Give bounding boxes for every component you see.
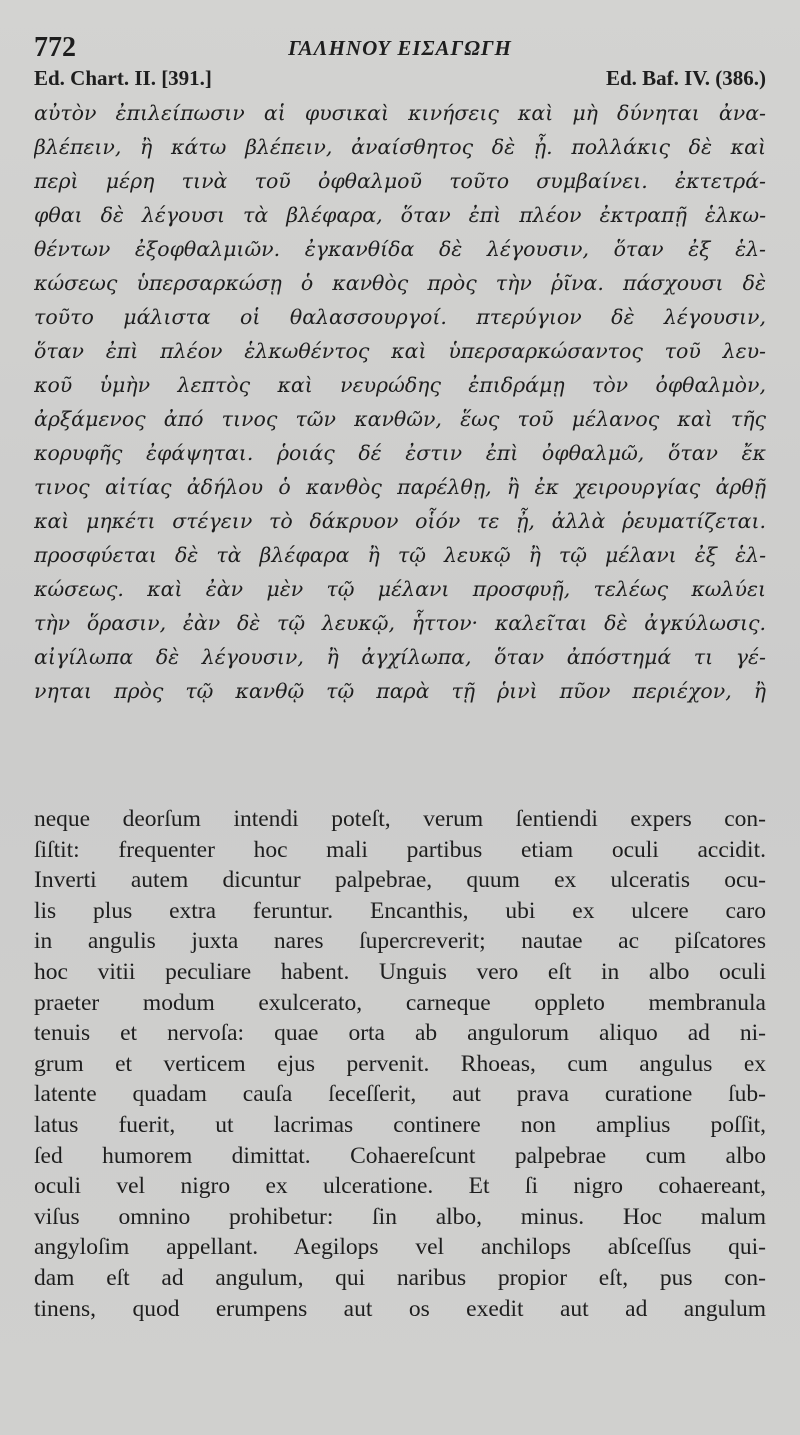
latin-text-line: tenuis et nervoſa: quae orta ab angulorum aliquo ad ni-: [34, 1020, 766, 1047]
greek-text-line: ἀρξάμενος ἀπό τινος τῶν κανθῶν, ἕως τοῦ μέλανος καὶ τῆς: [34, 407, 766, 431]
latin-text-line: angyloſim appellant. Aegilops vel anchilops abſceſſus qui-: [34, 1234, 766, 1261]
edition-line: [34, 66, 766, 92]
latin-text-line: latus fuerit, ut lacrimas continere non amplius poſſit,: [34, 1111, 766, 1138]
latin-text-line: praeter modum exulcerato, carneque oppleto membranula: [34, 989, 766, 1016]
page-number: 772: [34, 32, 76, 63]
greek-text-line: θέντων ἐξοφθαλμιῶν. ἐγκανθίδα δὲ λέγουσιν, ὅταν ἐξ ἑλ-: [34, 237, 766, 261]
latin-text-line: dam eſt ad angulum, qui naribus propior eſt, pus con-: [34, 1264, 766, 1291]
latin-text-line: lis plus extra feruntur. Encanthis, ubi ex ulcere caro: [34, 897, 766, 924]
running-title: ΓΑΛΗΝΟΥ ΕΙΣΑΓΩΓΗ: [288, 36, 512, 60]
edition-basel-reference: Ed. Baf. IV. (386.): [605, 66, 766, 90]
greek-text-line: κώσεως. καὶ ἐὰν μὲν τῷ μέλανι προσφυῇ, τελέως κωλύει: [34, 577, 766, 601]
greek-text-line: ὅταν ἐπὶ πλέον ἑλκωθέντος καὶ ὑπερσαρκώσαντος τοῦ λευ-: [34, 339, 766, 363]
latin-text-line: ſiſtit: frequenter hoc mali partibus etiam oculi accidit.: [34, 836, 766, 863]
latin-text-block: [34, 804, 766, 1324]
edition-chart-reference: Ed. Chart. II. [391.]: [34, 66, 212, 90]
latin-text-line: ſed humorem dimittat. Cohaereſcunt palpebrae cum albo: [34, 1142, 766, 1169]
latin-text-line: tinens, quod erumpens aut os exedit aut ad angulum: [34, 1295, 766, 1322]
greek-text-line: περὶ μέρη τινὰ τοῦ ὀφθαλμοῦ τοῦτο συμβαίνει. ἐκτετρά-: [34, 169, 766, 193]
latin-text-line: viſus omnino prohibetur: ſin albo, minus. Hoc malum: [34, 1203, 766, 1230]
greek-text-line: φθαι δὲ λέγουσι τὰ βλέφαρα, ὅταν ἐπὶ πλέον ἐκτραπῇ ἑλκω-: [34, 203, 766, 227]
latin-text-line: oculi vel nigro ex ulceratione. Et ſi nigro cohaereant,: [34, 1173, 766, 1200]
greek-text-line: καὶ μηκέτι στέγειν τὸ δάκρυον οἷόν τε ᾖ, ἀλλὰ ῥευματίζεται.: [34, 509, 766, 533]
latin-text-line: grum et verticem ejus pervenit. Rhoeas, cum angulus ex: [34, 1050, 766, 1077]
running-head: [34, 32, 766, 62]
greek-text-line: τοῦτο μάλιστα οἱ θαλασσουργοί. πτερύγιον δὲ λέγουσιν,: [34, 305, 766, 329]
greek-text-line: νηται πρὸς τῷ κανθῷ τῷ παρὰ τῇ ῥινὶ πῦον περιέχον, ἢ: [34, 679, 766, 703]
latin-text-line: Inverti autem dicuntur palpebrae, quum ex ulceratis ocu-: [34, 867, 766, 894]
greek-text-line: κορυφῆς ἐφάψηται. ῥοιάς δέ ἐστιν ἐπὶ ὀφθαλμῶ, ὅταν ἔκ: [34, 441, 766, 465]
greek-text-block: [34, 96, 766, 708]
latin-text-line: latente quadam cauſa ſeceſſerit, aut prava curatione ſub-: [34, 1081, 766, 1108]
greek-text-line: αἰγίλωπα δὲ λέγουσιν, ἢ ἀγχίλωπα, ὅταν ἀπόστημά τι γέ-: [34, 645, 766, 669]
latin-text-line: hoc vitii peculiare habent. Unguis vero eſt in albo oculi: [34, 958, 766, 985]
greek-text-line: τινος αἰτίας ἀδήλου ὁ κανθὸς παρέλθῃ, ἢ ἐκ χειρουργίας ἀρθῇ: [34, 475, 766, 499]
greek-text-line: κώσεως ὑπερσαρκώσῃ ὁ κανθὸς πρὸς τὴν ῥῖνα. πάσχουσι δὲ: [34, 271, 766, 295]
greek-text-line: προσφύεται δὲ τὰ βλέφαρα ἢ τῷ λευκῷ ἢ τῷ μέλανι ἐξ ἑλ-: [34, 543, 766, 567]
greek-text-line: βλέπειν, ἢ κάτω βλέπειν, ἀναίσθητος δὲ ᾖ. πολλάκις δὲ καὶ: [34, 135, 766, 159]
greek-text-line: κοῦ ὑμὴν λεπτὸς καὶ νευρώδης ἐπιδράμῃ τὸν ὀφθαλμὸν,: [34, 373, 766, 397]
greek-text-line: αὐτὸν ἐπιλείπωσιν αἱ φυσικαὶ κινήσεις καὶ μὴ δύνηται ἀνα-: [34, 101, 766, 125]
latin-text-line: neque deorſum intendi poteſt, verum ſentiendi expers con-: [34, 806, 766, 832]
latin-text-line: in angulis juxta nares ſupercreverit; nautae ac piſcatores: [34, 928, 766, 955]
greek-text-line: τὴν ὅρασιν, ἐὰν δὲ τῷ λευκῷ, ἧττον· καλεῖται δὲ ἀγκύλωσις.: [34, 611, 766, 635]
